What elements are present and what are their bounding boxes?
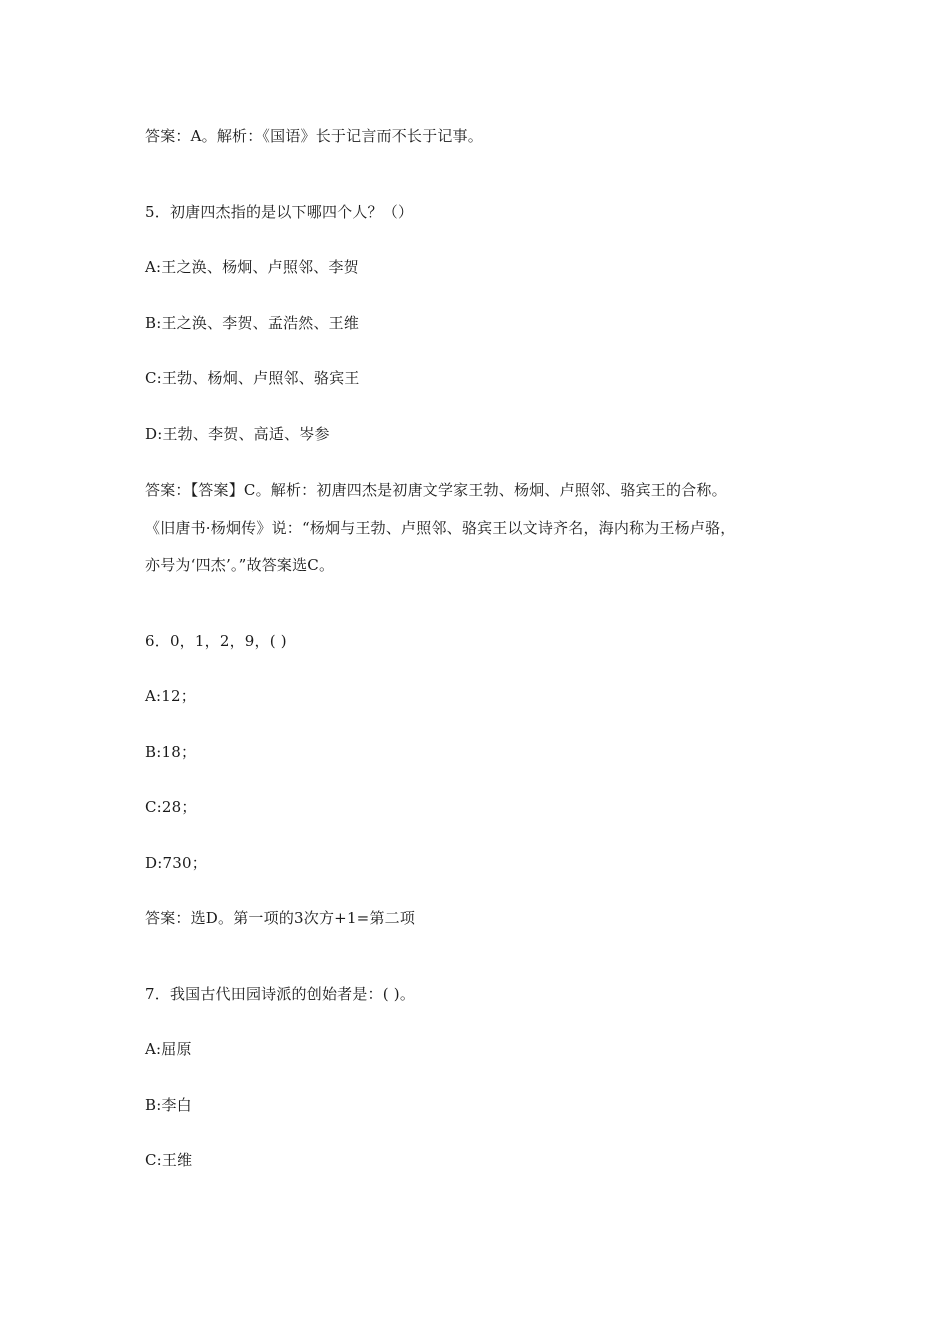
q6-answer: 答案：选D。第一项的3次方+1=第二项	[145, 909, 416, 927]
q7-option-c: C:王维	[145, 1151, 193, 1169]
q6-option-c: C:28；	[145, 798, 197, 816]
q6-option-b: B:18；	[145, 743, 197, 761]
q4-answer: 答案：A。解析：《国语》长于记言而不长于记事。	[145, 127, 483, 145]
q7-option-b: B:李白	[145, 1096, 192, 1114]
q6-question: 6．0，1，2，9，( )	[145, 632, 287, 650]
q5-option-c: C:王勃、杨炯、卢照邻、骆宾王	[145, 369, 360, 387]
q5-answer-line-2: 《旧唐书·杨炯传》说：“杨炯与王勃、卢照邻、骆宾王以文诗齐名，海内称为王杨卢骆，	[145, 519, 736, 537]
q5-option-b: B:王之涣、李贺、孟浩然、王维	[145, 314, 360, 332]
q6-option-d: D:730；	[145, 854, 207, 872]
q5-option-a: A:王之涣、杨炯、卢照邻、李贺	[145, 258, 359, 276]
q5-option-d: D:王勃、李贺、高适、岑参	[145, 425, 330, 443]
q7-question: 7．我国古代田园诗派的创始者是：( )。	[145, 985, 416, 1003]
q7-option-a: A:屈原	[145, 1040, 192, 1058]
q5-question: 5．初唐四杰指的是以下哪四个人？（）	[145, 203, 414, 221]
q5-answer-line-3: 亦号为‘四杰’。”故答案选C。	[145, 556, 335, 574]
q6-option-a: A:12；	[145, 687, 196, 705]
q5-answer-line-1: 答案：【答案】C。解析：初唐四杰是初唐文学家王勃、杨炯、卢照邻、骆宾王的合称。	[145, 481, 727, 499]
